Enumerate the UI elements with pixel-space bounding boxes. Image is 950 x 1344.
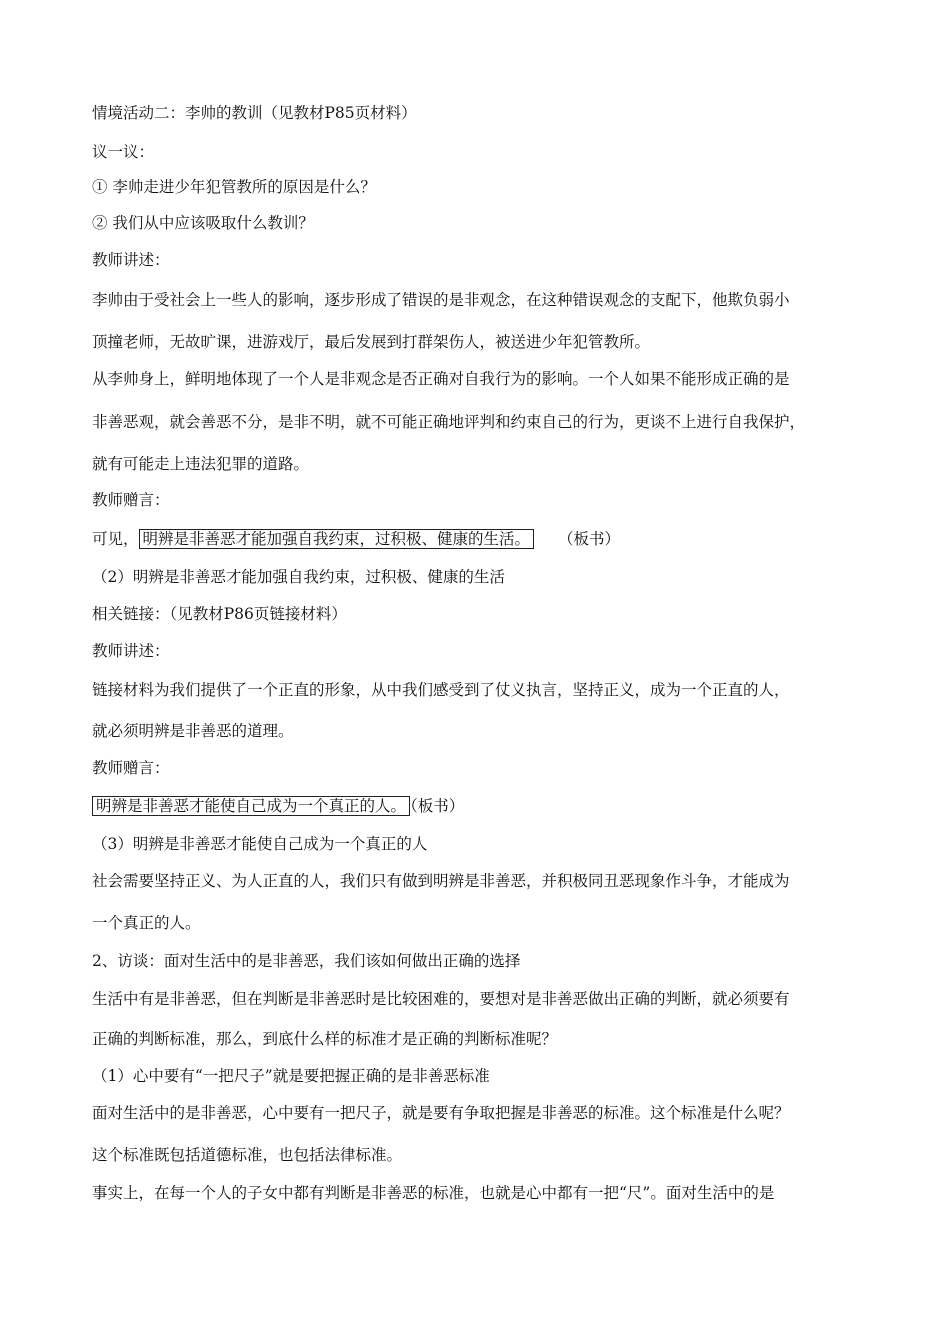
teacher-message-label: 教师赠言： [92,491,170,509]
paragraph-line: 非善恶观，就会善恶不分，是非不明，就不可能正确地评判和约束自己的行为，更谈不上进行自我保护， [92,413,806,431]
paragraph-line: 就有可能走上违法犯罪的道路。 [92,455,310,473]
board-note-box: 明辨是非善恶才能加强自我约束，过积极、健康的生活。 [139,529,535,549]
paragraph-line: 社会需要坚持正义、为人正直的人，我们只有做到明辨是非善恶，并积极同丑恶现象作斗争，才能成为 [92,872,790,890]
paragraph-line: 链接材料为我们提供了一个正直的形象，从中我们感受到了仗义执言，坚持正义，成为一个正直的人， [92,681,790,699]
boxed-conclusion-line [92,529,620,549]
paragraph-line: 生活中有是非善恶，但在判断是非善恶时是比较困难的，要想对是非善恶做出正确的判断，就必须要有 [92,990,790,1008]
teacher-narration-label: 教师讲述： [92,251,170,269]
boxed-prefix: 可见， [92,530,139,548]
related-link: 相关链接：（见教材P86页链接材料） [92,605,347,623]
paragraph-line: 这个标准既包括道德标准，也包括法律标准。 [92,1146,403,1164]
paragraph-line: 正确的判断标准，那么，到底什么样的标准才是正确的判断标准呢？ [92,1030,558,1048]
paragraph-line: 顶撞老师，无故旷课，进游戏厅，最后发展到打群架伤人，被送进少年犯管教所。 [92,333,651,351]
paragraph-line: 就必须明辨是非善恶的道理。 [92,722,294,740]
teacher-narration-label: 教师讲述： [92,642,170,660]
interview-heading: 2、访谈：面对生活中的是非善恶，我们该如何做出正确的选择 [92,952,521,970]
paragraph-line: 事实上，在每一个人的子女中都有判断是非善恶的标准，也就是心中都有一把“尺”。面对生活中的是 [92,1184,775,1202]
scenario-heading: 情境活动二：李帅的教训（见教材P85页材料） [92,104,417,122]
subheading-3: （3）明辨是非善恶才能使自己成为一个真正的人 [92,835,428,853]
discussion-label: 议一议： [92,143,155,161]
paragraph-line: 从李帅身上，鲜明地体现了一个人是非观念是否正确对自我行为的影响。一个人如果不能形成正确的是 [92,370,790,388]
board-note-tag: （板书） [410,797,465,815]
paragraph-line: 李帅由于受社会上一些人的影响，逐步形成了错误的是非观念，在这种错误观念的支配下，他欺负弱小 [92,291,790,309]
board-note-box: 明辨是非善恶才能使自己成为一个真正的人。 [92,796,410,816]
subheading-ruler: （1）心中要有“一把尺子”就是要把握正确的是非善恶标准 [92,1067,490,1085]
boxed-conclusion-line [92,796,464,816]
subheading-2: （2）明辨是非善恶才能加强自我约束，过积极、健康的生活 [92,568,505,586]
question-1: ① 李帅走进少年犯管教所的原因是什么？ [92,178,376,196]
paragraph-line: 面对生活中的是非善恶，心中要有一把尺子，就是要有争取把握是非善恶的标准。这个标准是什么呢？ [92,1104,790,1122]
teacher-message-label: 教师赠言： [92,759,170,777]
question-2: ② 我们从中应该吸取什么教训？ [92,214,314,232]
paragraph-line: 一个真正的人。 [92,914,201,932]
board-note-tag: （板书） [558,530,621,548]
